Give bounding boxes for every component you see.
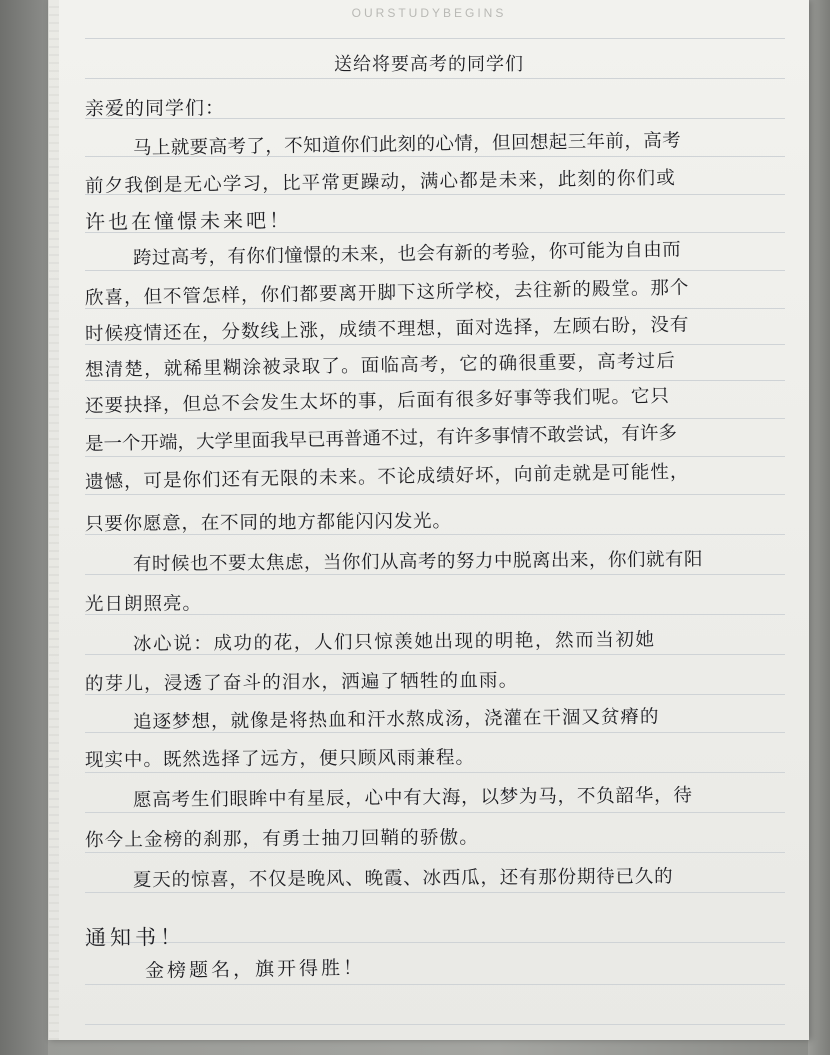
ruled-line	[85, 494, 785, 495]
ruled-line	[85, 38, 785, 39]
ruled-line	[85, 852, 785, 853]
ruled-line	[85, 1024, 785, 1025]
ruled-line	[85, 270, 785, 271]
ruled-line	[85, 892, 785, 893]
letter-line: 的芽儿，浸透了奋斗的泪水，洒遍了牺牲的血雨。	[84, 670, 519, 695]
notebook-brand: OURSTUDYBEGINS	[351, 6, 507, 20]
letter-line: 有时候也不要太焦虑，当你们从高考的努力中脱离出来，你们就有阳	[132, 549, 704, 575]
letter-line: 许也在憧憬未来吧！	[84, 208, 293, 234]
letter-line: 追逐梦想，就像是将热血和汗水熬成汤，浇灌在干涸又贫瘠的	[132, 706, 660, 733]
ruled-line	[85, 984, 785, 985]
letter-line: 夏天的惊喜，不仅是晚风、晚霞、冰西瓜，还有那份期待已久的	[132, 866, 674, 891]
ruled-line	[85, 942, 785, 943]
letter-line: 现实中。既然选择了远方，便只顾风雨兼程。	[84, 747, 476, 771]
ruled-line	[85, 418, 785, 419]
letter-line: 冰心说：成功的花，人们只惊羡她出现的明艳，然而当初她	[132, 629, 656, 655]
letter-line: 只要你愿意，在不同的地方都能闪闪发光。	[84, 510, 452, 535]
letter-line: 还要抉择，但总不会发生太坏的事，后面有很多好事等我们呢。它只	[84, 385, 671, 417]
ruled-line	[85, 812, 785, 813]
letter-line: 是一个开端，大学里面我早已再普通不过，有许多事情不敢尝试，有许多	[84, 422, 678, 455]
letter-title: 送给将要高考的同学们	[334, 54, 524, 75]
ruled-line	[85, 772, 785, 773]
letter-line: 时候疫情还在，分数线上涨，成绩不理想，面对选择，左顾右盼，没有	[84, 314, 690, 345]
page-binding-edge	[49, 0, 59, 1040]
ruled-line	[85, 78, 785, 79]
letter-line: 通知书！	[84, 924, 186, 950]
letter-line: 跨过高考，有你们憧憬的未来，也会有新的考验，你可能为自由而	[132, 239, 682, 269]
letter-line: 你今上金榜的刹那，有勇士抽刀回鞘的骄傲。	[84, 827, 480, 851]
letter-line: 遗憾，可是你们还有无限的未来。不论成绩好坏，向前走就是可能性，	[84, 461, 690, 493]
table-surface-right	[808, 0, 830, 1055]
letter-line: 愿高考生们眼眸中有星辰，心中有大海，以梦为马，不负韶华，待	[132, 785, 693, 811]
letter-line: 光日朗照亮。	[84, 593, 203, 615]
letter-line: 想清楚，就稀里糊涂被录取了。面临高考，它的确很重要，高考过后	[84, 350, 677, 381]
letter-closing: 金榜题名，旗开得胜！	[144, 956, 366, 982]
letter-line: 前夕我倒是无心学习，比平常更躁动，满心都是未来，此刻的你们或	[84, 167, 677, 197]
table-surface-left	[0, 0, 48, 1055]
notebook-page	[48, 0, 809, 1040]
letter-line: 马上就要高考了，不知道你们此刻的心情，但回想起三年前，高考	[132, 130, 682, 159]
letter-greeting: 亲爱的同学们：	[84, 97, 226, 120]
letter-line: 欣喜，但不管怎样，你们都要离开脚下这所学校，去往新的殿堂。那个	[84, 277, 690, 309]
